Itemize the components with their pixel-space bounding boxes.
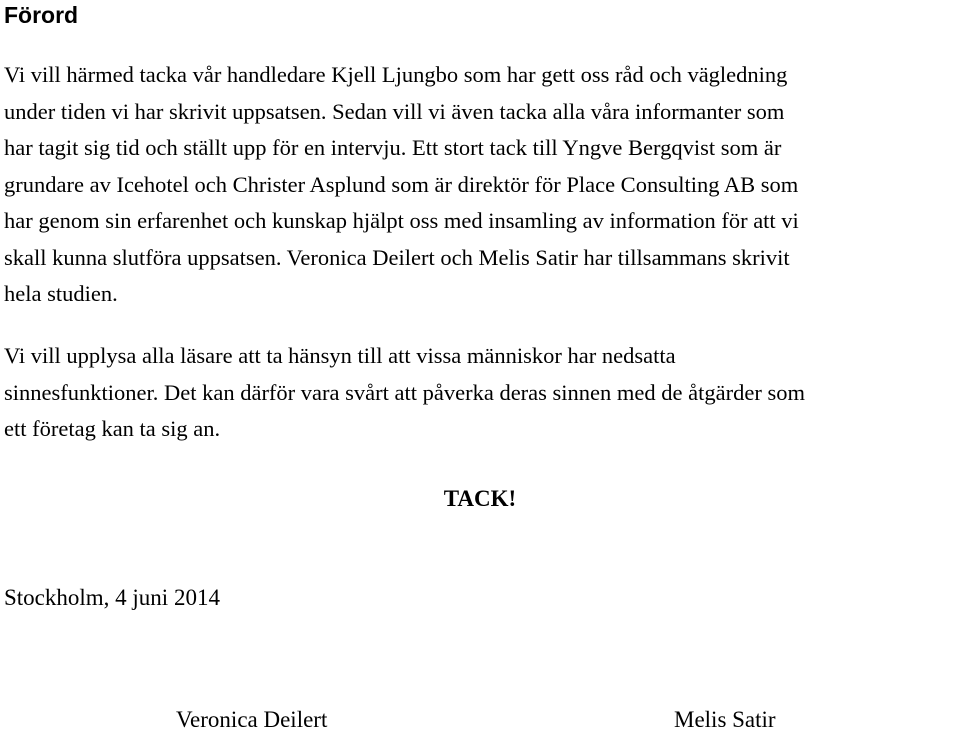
acknowledgement-paragraph [4, 57, 960, 313]
paragraph-line: har genom sin erfarenhet och kunskap hjälpt oss med insamling av information för att vi [4, 208, 799, 233]
paragraph-line: hela studien. [4, 281, 118, 306]
paragraph-line: Vi vill härmed tacka vår handledare Kjell Ljungbo som har gett oss råd och vägledning [4, 62, 788, 87]
thanks-heading: TACK! [443, 486, 517, 511]
paragraph-line: skall kunna slutföra uppsatsen. Veronica Deilert och Melis Satir har tillsammans skrivit [4, 244, 790, 270]
paragraph-line: sinnesfunktioner. Det kan därför vara svårt att påverka deras sinnen med de åtgärder som [4, 379, 805, 405]
signature-name: Melis Satir [674, 707, 776, 732]
paragraph-line: under tiden vi har skrivit uppsatsen. Sedan vill vi även tacka alla våra informanter som [4, 98, 785, 124]
reader-note-paragraph [4, 338, 960, 448]
paragraph-line: ett företag kan ta sig an. [4, 416, 221, 441]
signature-name: Veronica Deilert [176, 707, 328, 732]
paragraph-line: grundare av Icehotel och Christer Asplund som är direktör för Place Consulting AB som [4, 171, 799, 197]
page-title: Förord [4, 2, 79, 28]
paragraph-line: har tagit sig tid och ställt upp för en intervju. Ett stort tack till Yngve Bergqvist som är [4, 135, 782, 160]
place-and-date: Stockholm, 4 juni 2014 [4, 585, 220, 610]
paragraph-line: Vi vill upplysa alla läsare att ta hänsyn till att vissa människor har nedsatta [4, 343, 676, 368]
